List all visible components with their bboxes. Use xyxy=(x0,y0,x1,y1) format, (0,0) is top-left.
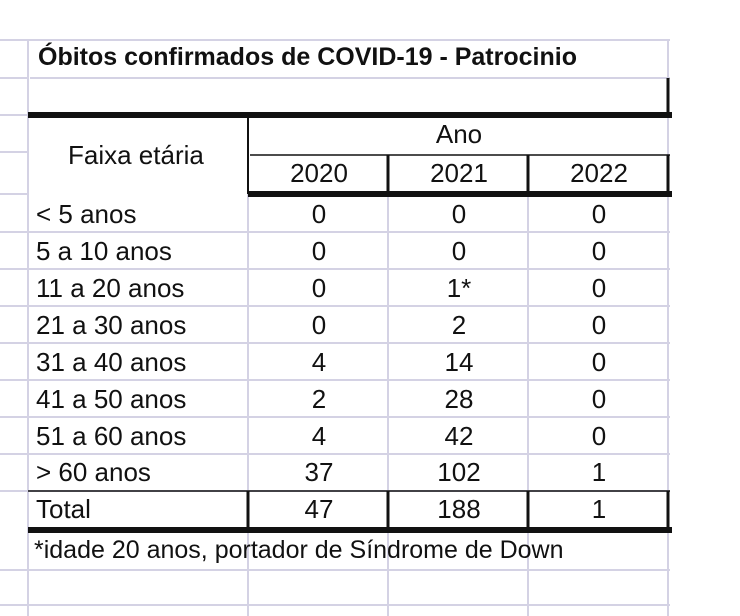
row-label: 11 a 20 anos xyxy=(36,273,185,303)
row-label: 5 a 10 anos xyxy=(36,236,172,266)
cell-2022: 1 xyxy=(591,457,607,487)
cell-2022: 0 xyxy=(591,347,607,377)
cell-2021: 0 xyxy=(451,199,467,229)
cell-2021: 2 xyxy=(451,310,467,340)
cell-2020: 0 xyxy=(311,199,327,229)
table-title: Óbitos confirmados de COVID-19 - Patrocinio xyxy=(38,43,577,71)
cell-2020: 2 xyxy=(311,384,327,414)
header-year-2022: 2022 xyxy=(570,158,628,188)
cell-2020: 0 xyxy=(311,273,327,303)
header-year-2020: 2020 xyxy=(290,158,348,188)
cell-2022: 0 xyxy=(591,273,607,303)
cell-2022: 0 xyxy=(591,310,607,340)
cell-2021: 0 xyxy=(451,236,467,266)
cell-2020: 37 xyxy=(304,457,334,487)
total-label: Total xyxy=(36,494,91,524)
cell-2021: 102 xyxy=(437,457,481,487)
row-label: < 5 anos xyxy=(36,199,137,229)
cell-2022: 0 xyxy=(591,199,607,229)
row-label: 21 a 30 anos xyxy=(36,310,187,340)
row-label: 41 a 50 anos xyxy=(36,384,187,414)
row-label: 51 a 60 anos xyxy=(36,421,187,451)
cell-2021: 42 xyxy=(444,421,474,451)
cell-2020: 0 xyxy=(311,310,327,340)
header-faixa-etaria: Faixa etária xyxy=(68,140,204,170)
row-label: > 60 anos xyxy=(36,457,151,487)
cell-2021: 1* xyxy=(446,273,472,303)
cell-2022: 0 xyxy=(591,421,607,451)
header-year-2021: 2021 xyxy=(430,158,488,188)
total-2022: 1 xyxy=(591,494,607,524)
cell-2022: 0 xyxy=(591,236,607,266)
row-label: 31 a 40 anos xyxy=(36,347,187,377)
footnote: *idade 20 anos, portador de Síndrome de Down xyxy=(34,536,564,564)
cell-2021: 14 xyxy=(444,347,474,377)
cell-2020: 4 xyxy=(311,421,327,451)
cell-2020: 4 xyxy=(311,347,327,377)
cell-2022: 0 xyxy=(591,384,607,414)
cell-2020: 0 xyxy=(311,236,327,266)
total-2020: 47 xyxy=(304,494,334,524)
total-2021: 188 xyxy=(437,494,481,524)
cell-2021: 28 xyxy=(444,384,474,414)
header-ano: Ano xyxy=(435,119,483,149)
